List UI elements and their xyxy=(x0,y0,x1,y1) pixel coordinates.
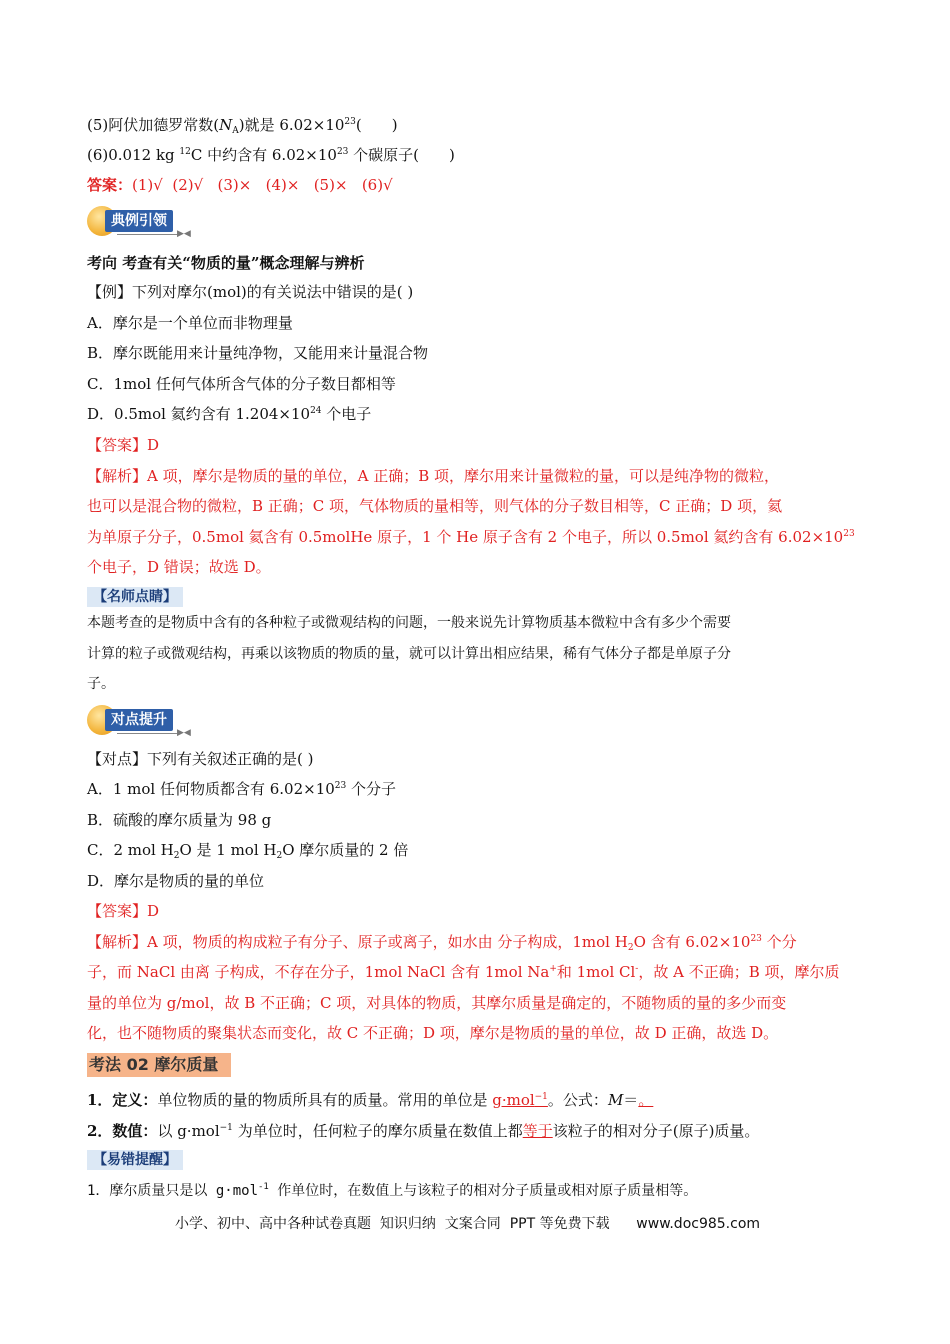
definition-line: 1．定义：单位物质的量的物质所具有的质量。常用的单位是 g·mol$^{-1}$。公式：M＝。 xyxy=(87,1091,654,1109)
direction-heading: 考向 考查有关“物质的量”概念理解与辨析 xyxy=(87,254,365,272)
example-explain-2: 也可以是混合物的微粒，B 正确；C 项，气体物质的量相等，则气体的分子数目相等，C 正确；D 项，氦 xyxy=(87,497,783,515)
warn-line: 1．摩尔质量只是以 g·mol$^{-1}$ 作单位时，在数值上与该粒子的相对分子质量或相对原子质量相等。 xyxy=(87,1182,698,1199)
badge-arrow-icon: ▶◀ xyxy=(177,728,191,738)
practice-explain-4: 化，也不随物质的聚集状态而变化，故 C 不正确；D 项，摩尔是物质的量的单位，故 D 正确，故选 D。 xyxy=(87,1024,779,1042)
practice-option-a: A．1 mol 任何物质都含有 $6.02\times 10^{23}$ 个分子 xyxy=(87,780,397,798)
section-badge-practice: 对点提升 ▶◀ xyxy=(87,703,197,737)
tip-line-3: 子。 xyxy=(87,676,115,692)
warn-tag: 【易错提醒】 xyxy=(87,1150,183,1170)
tip-line-1: 本题考查的是物质中含有的各种粒子或微观结构的问题，一般来说先计算物质基本微粒中含有多少个需要 xyxy=(87,615,731,631)
tip-tag: 【名师点睛】 xyxy=(87,587,183,607)
example-question: 【例】下列对摩尔(mol)的有关说法中错误的是( ) xyxy=(87,283,414,301)
numeric-value-line: 2．数值：以 g·mol$^{-1}$ 为单位时，任何粒子的摩尔质量在数值上都等于该粒子的相对分子(原子)质量。 xyxy=(87,1122,760,1140)
example-option-c: C．1mol 任何气体所含气体的分子数目都相等 xyxy=(87,375,396,393)
example-option-a: A．摩尔是一个单位而非物理量 xyxy=(87,314,293,332)
practice-explain-3: 量的单位为 g/mol，故 B 不正确；C 项，对具体的物质，其摩尔质量是确定的，不随物质的量的多少而变 xyxy=(87,994,787,1012)
example-explain-1: 【解析】A 项，摩尔是物质的量的单位，A 正确；B 项，摩尔用来计量微粒的量，可以是纯净物的微粒， xyxy=(87,467,779,485)
question-5: (5)阿伏加德罗常数$(N_A)$就是 $6.02\times 10^{23}$( ) xyxy=(87,116,398,136)
example-option-d: D．0.5mol 氦约含有 $1.204\times 10^{24}$ 个电子 xyxy=(87,405,372,423)
practice-explain-1: 【解析】A 项，物质的构成粒子有分子、原子或离子，如水由 分子构成，1mol $H_2O$ 含有 $6.02\times 10^{23}$ 个分 xyxy=(87,933,797,953)
practice-option-d: D．摩尔是物质的量的单位 xyxy=(87,872,265,890)
example-option-b: B．摩尔既能用来计量纯净物，又能用来计量混合物 xyxy=(87,344,429,362)
section-badge-examples: 典例引领 ▶◀ xyxy=(87,204,197,238)
practice-option-b: B．硫酸的摩尔质量为 98 g xyxy=(87,811,272,829)
practice-question: 【对点】下列有关叙述正确的是( ) xyxy=(87,750,314,768)
badge-arrow-icon: ▶◀ xyxy=(177,229,191,239)
practice-option-c: C．2 mol $H_2O$ 是 1 mol $H_2O$ 摩尔质量的 2 倍 xyxy=(87,841,409,861)
example-explain-3: 为单原子分子，0.5mol 氦含有 0.5molHe 原子，1 个 He 原子含有 2 个电子，所以 0.5mol 氦约含有 $6.02\times 10^{23}$ xyxy=(87,528,855,546)
footer: 小学、初中、高中各种试卷真题 知识归纳 文案合同 PPT 等免费下载 www.doc985.com xyxy=(175,1216,761,1232)
practice-answer: 【答案】D xyxy=(87,902,160,920)
question-6: (6)0.012 kg $^{12}$C 中约含有 $6.02\times 10^{23}$ 个碳原子( ) xyxy=(87,146,455,164)
practice-explain-2: 子，而 NaCl 由离 子构成，不存在分子，1mol NaCl 含有 1mol Na+和 1mol Cl-，故 A 不正确；B 项，摩尔质 xyxy=(87,963,840,981)
example-explain-4: 个电子，D 错误；故选 D。 xyxy=(87,558,271,576)
answers-line: 答案：(1)√ (2)√ (3)× (4)× (5)× (6)√ xyxy=(87,176,393,194)
example-answer: 【答案】D xyxy=(87,436,160,454)
tip-line-2: 计算的粒子或微观结构，再乘以该物质的物质的量，就可以计算出相应结果，稀有气体分子都是单原子分 xyxy=(87,646,731,662)
section-heading: 考法 02 摩尔质量 xyxy=(87,1053,231,1077)
